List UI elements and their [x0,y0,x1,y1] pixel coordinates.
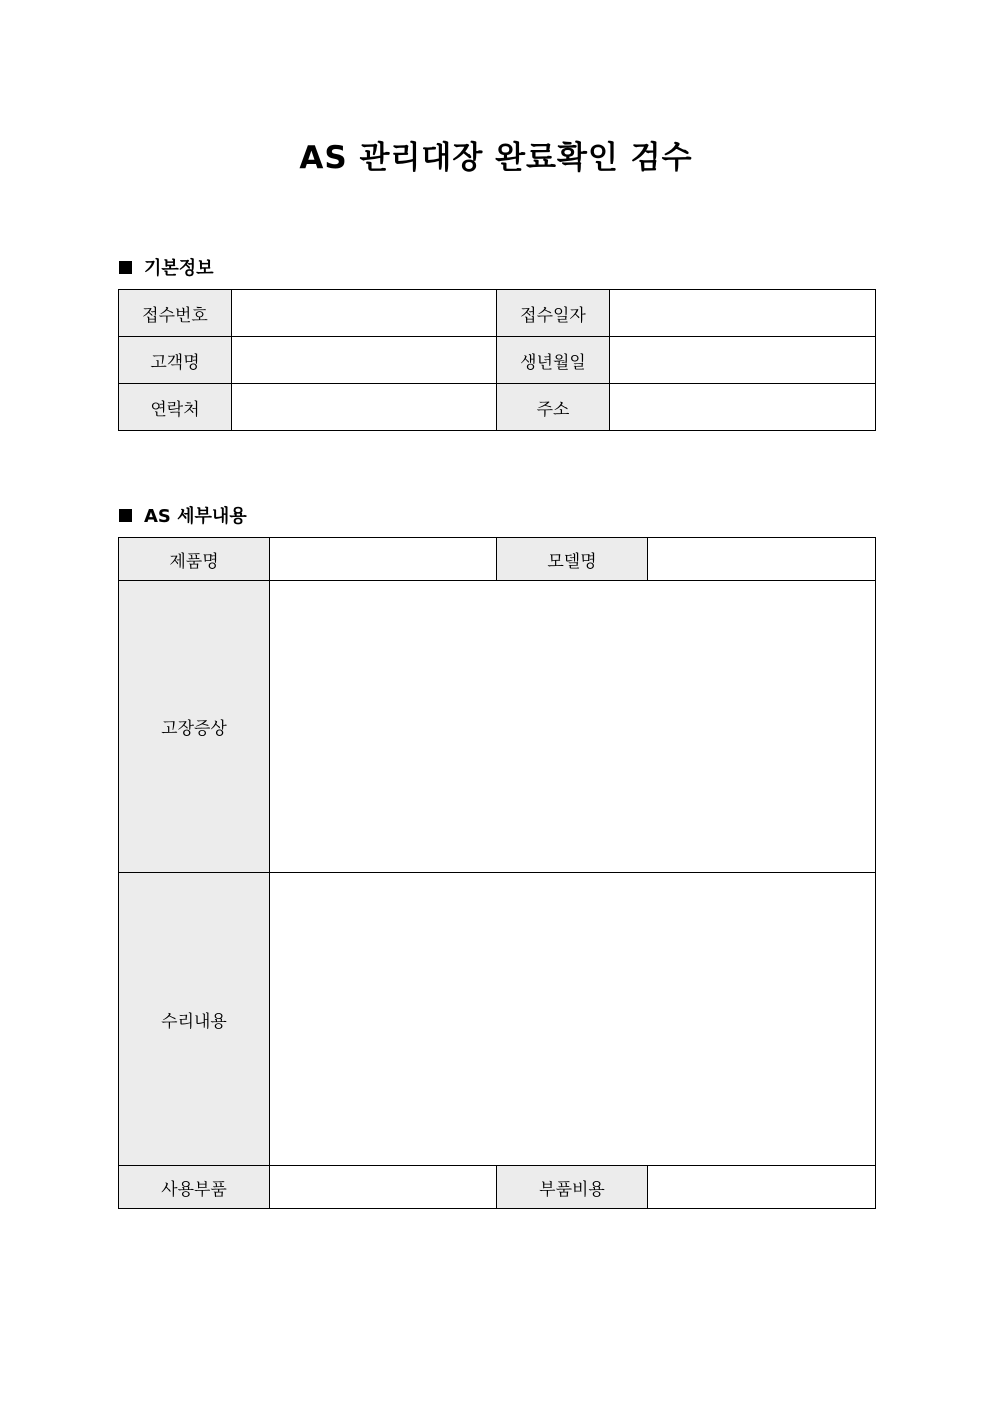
customer-name-field[interactable] [232,337,497,384]
section-heading-label: 기본정보 [144,258,214,279]
table-row [119,337,876,384]
repair-details-field[interactable] [270,873,876,1166]
birth-date-field[interactable] [610,337,876,384]
symptom-label: 고장증상 [119,581,270,873]
parts-used-label: 사용부품 [119,1166,270,1209]
table-row [119,538,876,581]
receipt-date-label: 접수일자 [497,290,610,337]
square-bullet-icon [119,261,132,274]
section-heading-as-details [119,502,247,528]
receipt-number-label: 접수번호 [119,290,232,337]
receipt-date-field[interactable] [610,290,876,337]
table-row [119,873,876,1166]
as-details-table [118,537,876,1209]
repair-details-label: 수리내용 [119,873,270,1166]
model-name-field[interactable] [648,538,876,581]
product-name-label: 제품명 [119,538,270,581]
basic-info-table [118,289,876,431]
contact-field[interactable] [232,384,497,431]
receipt-number-field[interactable] [232,290,497,337]
table-row [119,384,876,431]
parts-cost-field[interactable] [648,1166,876,1209]
section-heading-label: AS 세부내용 [144,506,247,527]
page-title: AS 관리대장 완료확인 검수 [299,140,693,176]
product-name-field[interactable] [270,538,497,581]
parts-used-field[interactable] [270,1166,497,1209]
section-heading-basic-info [119,254,214,280]
birth-date-label: 생년월일 [497,337,610,384]
contact-label: 연락처 [119,384,232,431]
parts-cost-label: 부품비용 [497,1166,648,1209]
address-field[interactable] [610,384,876,431]
model-name-label: 모델명 [497,538,648,581]
customer-name-label: 고객명 [119,337,232,384]
symptom-field[interactable] [270,581,876,873]
square-bullet-icon [119,509,132,522]
address-label: 주소 [497,384,610,431]
table-row [119,290,876,337]
table-row [119,1166,876,1209]
table-row [119,581,876,873]
